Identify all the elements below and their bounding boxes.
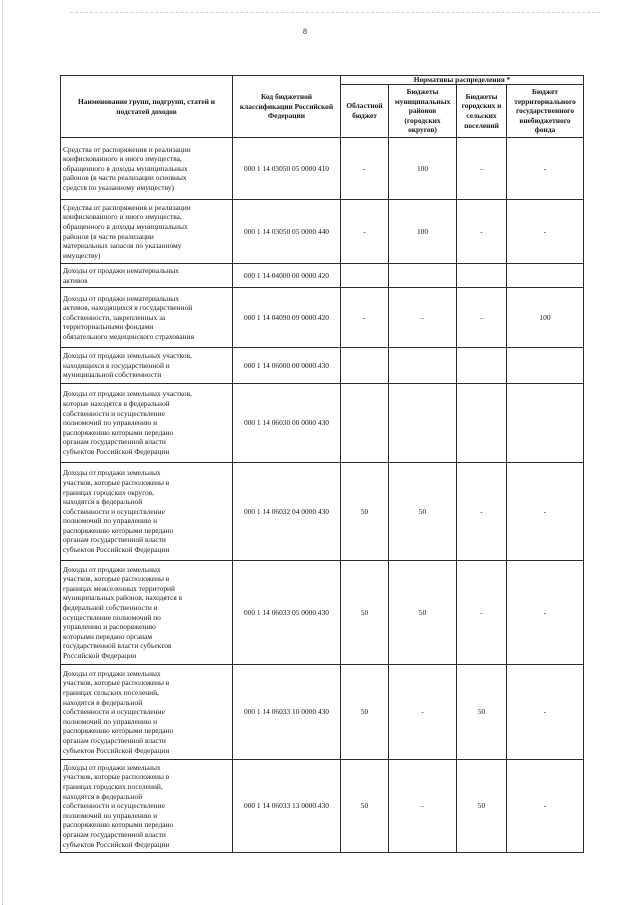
row-regional-value xyxy=(341,264,389,288)
row-code: 000 1 14 04000 00 0000 420 xyxy=(233,264,341,288)
row-code: 000 1 14 06030 00 0000 430 xyxy=(233,384,341,463)
row-fund-value: - xyxy=(507,760,584,853)
header-municipal-budgets: Бюджеты муниципальных районов (городских округов) xyxy=(389,85,457,138)
row-municipal-value: 100 xyxy=(389,138,457,200)
table-row xyxy=(61,760,584,853)
row-regional-value: 50 xyxy=(341,760,389,853)
scan-edge-top xyxy=(70,12,600,13)
row-fund-value: - xyxy=(507,138,584,200)
row-municipal-value: 50 xyxy=(389,561,457,665)
table-row xyxy=(61,264,584,288)
row-fund-value: - xyxy=(507,463,584,561)
table-row xyxy=(61,200,584,264)
table-row xyxy=(61,288,584,348)
header-fund-budget: Бюджет территориального государственного внебюджетного фонда xyxy=(507,85,584,138)
table-row xyxy=(61,665,584,760)
row-regional-value xyxy=(341,348,389,384)
row-settlements-value: - xyxy=(457,561,507,665)
row-code: 000 1 14 04090 09 0000 420 xyxy=(233,288,341,348)
row-name: Доходы от продажи земельных участков, которые расположены в границах сельских поселений, находятся в федеральной собственности и осуществление полномочий по управлению и распоряжению которыми передано органам государственной власти субъектов Российской Федерации xyxy=(61,665,233,760)
row-municipal-value xyxy=(389,264,457,288)
row-regional-value: 50 xyxy=(341,463,389,561)
row-municipal-value xyxy=(389,384,457,463)
row-municipal-value: - xyxy=(389,760,457,853)
header-group-norms: Нормативы распределения * xyxy=(341,76,584,85)
row-regional-value: - xyxy=(341,200,389,264)
row-settlements-value: 50 xyxy=(457,665,507,760)
row-name: Средства от распоряжения и реализации конфискованного и иного имущества, обращенного в доходы муниципальных районов (в части реализации материальных запасов по указанному имуществу) xyxy=(61,200,233,264)
row-name: Доходы от продажи земельных участков, находящихся в государственной и муниципальной собственности xyxy=(61,348,233,384)
header-settlement-budgets: Бюджеты городских и сельских поселений xyxy=(457,85,507,138)
row-municipal-value: - xyxy=(389,288,457,348)
row-settlements-value: - xyxy=(457,200,507,264)
header-code: Код бюджетной классификации Российской Федерации xyxy=(233,76,341,138)
row-regional-value xyxy=(341,384,389,463)
row-code: 000 1 14 03050 05 0000 440 xyxy=(233,200,341,264)
header-regional-budget: Областной бюджет xyxy=(341,85,389,138)
header-name: Наименование групп, подгрупп, статей и подстатей доходов xyxy=(61,76,233,138)
row-regional-value: 50 xyxy=(341,665,389,760)
row-regional-value: - xyxy=(341,288,389,348)
row-municipal-value: 50 xyxy=(389,463,457,561)
row-fund-value xyxy=(507,348,584,384)
row-regional-value: 50 xyxy=(341,561,389,665)
page-number: 8 xyxy=(303,27,307,36)
row-municipal-value xyxy=(389,348,457,384)
row-settlements-value: 50 xyxy=(457,760,507,853)
row-fund-value xyxy=(507,264,584,288)
row-regional-value: - xyxy=(341,138,389,200)
row-settlements-value: - xyxy=(457,138,507,200)
row-name: Средства от распоряжения и реализации конфискованного и иного имущества, обращенного в доходы муниципальных районов (в части реализации основных средств по указанному имуществу) xyxy=(61,138,233,200)
row-code: 000 1 14 06000 00 0000 430 xyxy=(233,348,341,384)
row-fund-value: - xyxy=(507,200,584,264)
row-name: Доходы от продажи нематериальных активов, находящихся в государственной собственности, закрепленных за территориальными фондами обязательного медицинского страхования xyxy=(61,288,233,348)
table-row xyxy=(61,348,584,384)
row-settlements-value xyxy=(457,384,507,463)
row-fund-value: 100 xyxy=(507,288,584,348)
row-name: Доходы от продажи земельных участков, которые расположены в границах городских поселений, находятся в федеральной собственности и осуществление полномочий по управлению и распоряжению которыми передано органам государственной власти субъектов Российской Федерации xyxy=(61,760,233,853)
table-row xyxy=(61,561,584,665)
row-fund-value: - xyxy=(507,561,584,665)
row-name: Доходы от продажи земельных участков, которые расположены в границах городских округов, находятся в федеральной собственности и осуществление полномочий по управлению и распоряжению которыми передано органам государственной власти субъектов Российской Федерации xyxy=(61,463,233,561)
table-row xyxy=(61,463,584,561)
revenue-distribution-table xyxy=(60,75,584,853)
row-municipal-value: 100 xyxy=(389,200,457,264)
row-code: 000 1 14 06033 13 0000 430 xyxy=(233,760,341,853)
row-code: 000 1 14 03050 05 0000 410 xyxy=(233,138,341,200)
row-municipal-value: - xyxy=(389,665,457,760)
row-settlements-value: - xyxy=(457,463,507,561)
table-row xyxy=(61,384,584,463)
row-fund-value xyxy=(507,384,584,463)
row-fund-value: - xyxy=(507,665,584,760)
header-row-top xyxy=(61,76,584,85)
table-row xyxy=(61,138,584,200)
row-name: Доходы от продажи земельных участков, которые находятся в федеральной собственности и осуществление полномочий по управлению и распоряжению которыми передано органам государственной власти субъектов Российской Федерации xyxy=(61,384,233,463)
scan-edge-left xyxy=(2,0,3,905)
row-settlements-value xyxy=(457,264,507,288)
row-name: Доходы от продажи нематериальных активов xyxy=(61,264,233,288)
row-code: 000 1 14 06033 05 0000 430 xyxy=(233,561,341,665)
row-settlements-value: - xyxy=(457,288,507,348)
row-name: Доходы от продажи земельных участков, которые расположены в границах межселенных территорий муниципальных районов, находятся в федеральной собственности и осуществление полномочий по управлению и распоряжению которыми передано органам государственной власти субъектов Российской Федерации xyxy=(61,561,233,665)
row-code: 000 1 14 06032 04 0000 430 xyxy=(233,463,341,561)
row-settlements-value xyxy=(457,348,507,384)
row-code: 000 1 14 06033 10 0000 430 xyxy=(233,665,341,760)
